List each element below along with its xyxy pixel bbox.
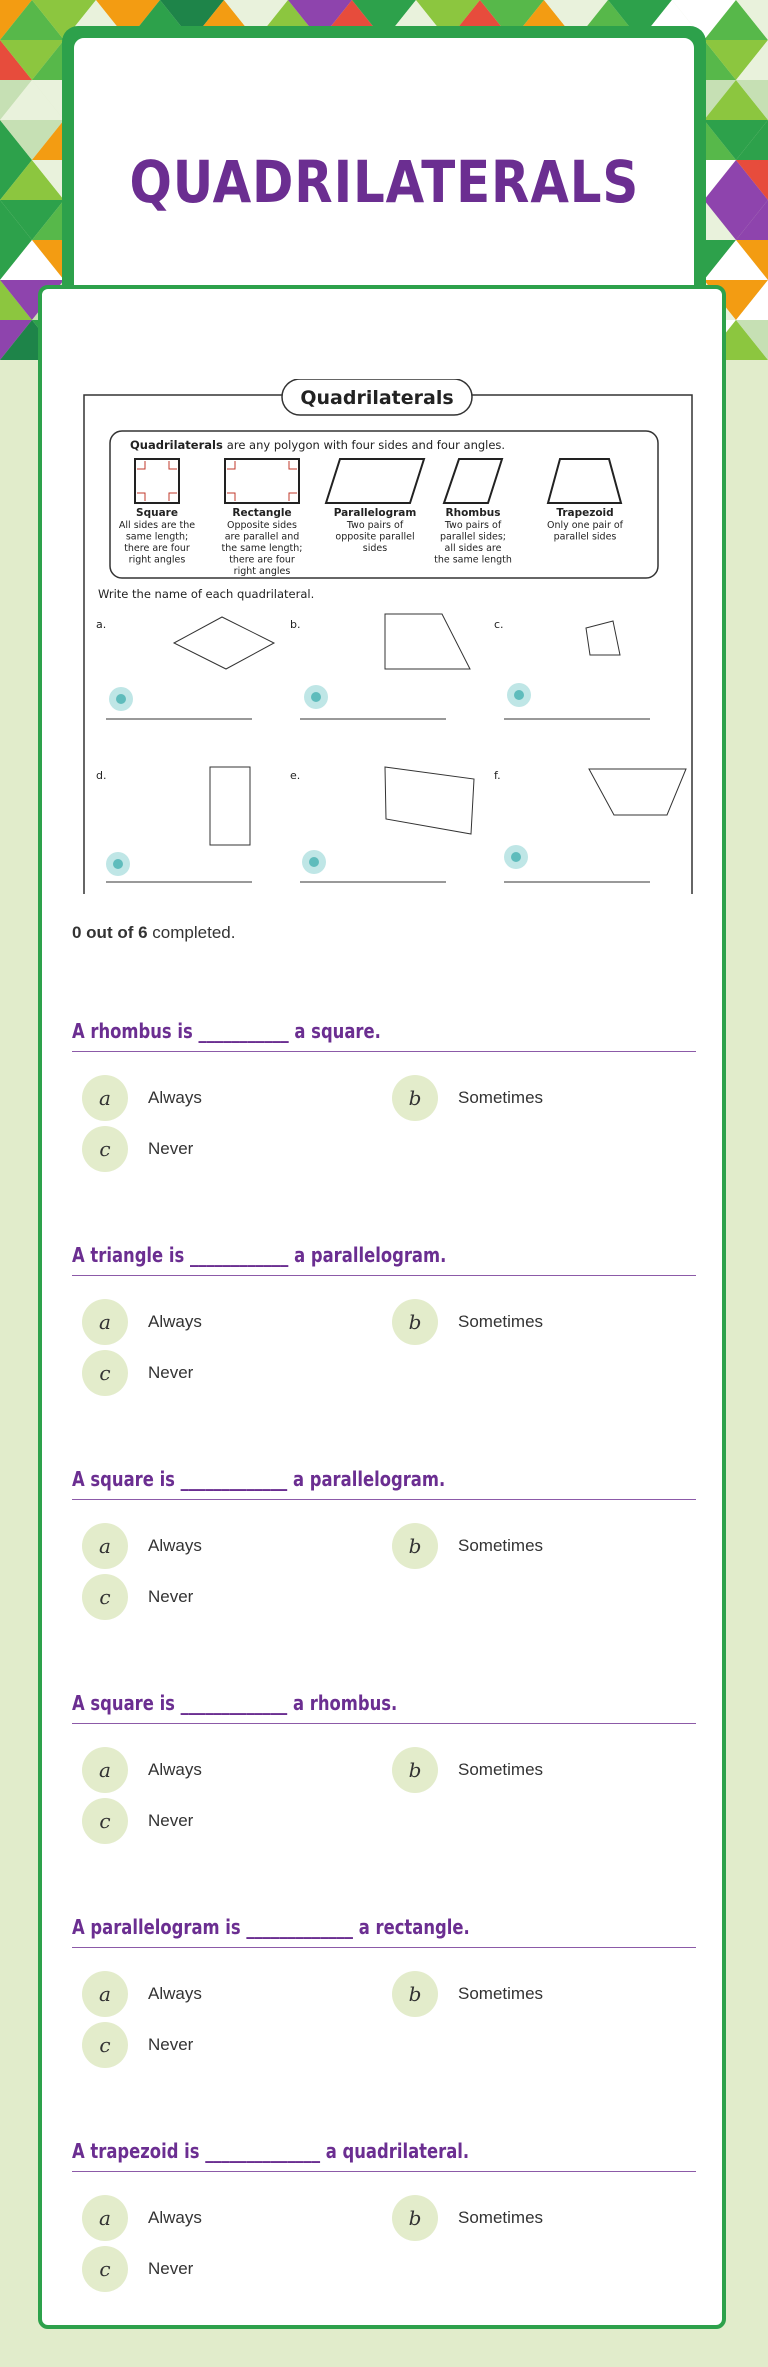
- item-c-shape: [586, 621, 620, 655]
- option-never[interactable]: [82, 1574, 193, 1620]
- question-6: [72, 2139, 696, 2281]
- option-label[interactable]: Always: [148, 1088, 202, 1107]
- shape-name-rhombus: Rhombus: [445, 507, 501, 519]
- definition-text: [130, 438, 505, 452]
- option-label[interactable]: Never: [148, 1811, 194, 1830]
- answer-marker-d[interactable]: [106, 852, 130, 876]
- shape-description-line: are parallel and: [224, 531, 300, 543]
- answer-marker-c[interactable]: [507, 683, 531, 707]
- shape-name-rectangle: Rectangle: [232, 507, 292, 519]
- shape-description-line: opposite parallel: [335, 531, 415, 543]
- option-letter-badge[interactable]: a: [82, 1075, 128, 1121]
- option-sometimes[interactable]: [392, 1523, 543, 1569]
- option-label[interactable]: Never: [148, 1587, 194, 1606]
- question-divider: [72, 1499, 696, 1500]
- definition-bold: Quadrilaterals: [130, 438, 223, 452]
- option-letter-badge[interactable]: b: [392, 1523, 438, 1569]
- worksheet-card: [38, 285, 726, 2329]
- option-label[interactable]: Never: [148, 2035, 194, 2054]
- option-label[interactable]: Never: [148, 1139, 194, 1158]
- question-4: [72, 1691, 696, 1833]
- option-letter-badge[interactable]: b: [392, 1971, 438, 2017]
- shape-description-line: right angles: [128, 554, 186, 566]
- option-never[interactable]: [82, 1126, 193, 1172]
- shape-description-line: all sides are: [444, 543, 502, 554]
- option-label[interactable]: Sometimes: [458, 1760, 544, 1779]
- item-b-shape: [385, 614, 470, 669]
- item-f-shape: [589, 769, 686, 815]
- progress-suffix: completed.: [152, 923, 236, 942]
- item-label-a: a.: [96, 618, 107, 631]
- answer-marker-f[interactable]: [504, 845, 528, 869]
- option-letter-badge[interactable]: b: [392, 1747, 438, 1793]
- item-label-f: f.: [494, 769, 501, 782]
- option-label[interactable]: Always: [148, 1312, 202, 1331]
- worksheet-figure: [82, 379, 696, 894]
- answer-marker-e[interactable]: [302, 850, 326, 874]
- shape-name-square: Square: [136, 507, 178, 519]
- option-letter-badge[interactable]: c: [82, 2022, 128, 2068]
- shape-name-parallelogram: Parallelogram: [333, 507, 417, 519]
- answer-marker-a[interactable]: [109, 687, 133, 711]
- page-title: QUADRILATERALS: [129, 148, 639, 216]
- option-letter-badge[interactable]: c: [82, 2246, 128, 2292]
- option-label[interactable]: Sometimes: [458, 2208, 544, 2227]
- item-label-e: e.: [290, 769, 301, 782]
- question-divider: [72, 1051, 696, 1052]
- shape-description-line: there are four: [229, 554, 295, 566]
- option-sometimes[interactable]: [392, 1747, 543, 1793]
- option-always[interactable]: [82, 1299, 202, 1345]
- option-label[interactable]: Sometimes: [458, 1088, 544, 1107]
- option-letter-badge[interactable]: c: [82, 1350, 128, 1396]
- item-a-shape: [174, 617, 274, 669]
- option-label[interactable]: Always: [148, 1760, 202, 1779]
- option-always[interactable]: [82, 1971, 202, 2017]
- option-letter-badge[interactable]: b: [392, 1075, 438, 1121]
- question-1: [72, 1019, 696, 1161]
- worksheet-heading: Quadrilaterals: [300, 387, 454, 409]
- option-label[interactable]: Sometimes: [458, 1312, 544, 1331]
- question-divider: [72, 2171, 696, 2172]
- title-card: [62, 26, 706, 328]
- shape-description-line: Only one pair of: [546, 520, 624, 531]
- option-label[interactable]: Always: [148, 2208, 202, 2227]
- question-2: [72, 1243, 696, 1385]
- option-letter-badge[interactable]: a: [82, 1299, 128, 1345]
- progress-count: 0 out of 6: [72, 923, 148, 942]
- shape-description-line: sides: [362, 543, 388, 554]
- question-3: [72, 1467, 696, 1609]
- option-sometimes[interactable]: [392, 1971, 543, 2017]
- definition-rest: are any polygon with four sides and four angles.: [226, 438, 506, 452]
- option-label[interactable]: Never: [148, 2259, 194, 2278]
- question-text: A triangle is ____________ a parallelogram.: [72, 1243, 447, 1267]
- answer-marker-b[interactable]: [304, 685, 328, 709]
- item-label-b: b.: [290, 618, 301, 631]
- option-letter-badge[interactable]: a: [82, 1523, 128, 1569]
- option-letter-badge[interactable]: c: [82, 1574, 128, 1620]
- shape-description-line: the same length: [434, 554, 512, 566]
- definition-box: [110, 431, 658, 578]
- option-sometimes[interactable]: [392, 1299, 543, 1345]
- item-label-c: c.: [494, 618, 504, 631]
- instruction-text: Write the name of each quadrilateral.: [98, 587, 315, 601]
- option-label[interactable]: Always: [148, 1984, 202, 2003]
- option-never[interactable]: [82, 1350, 193, 1396]
- shape-name-trapezoid: Trapezoid: [556, 507, 614, 519]
- question-divider: [72, 1947, 696, 1948]
- shape-description-line: parallel sides;: [440, 531, 506, 543]
- option-letter-badge[interactable]: c: [82, 1126, 128, 1172]
- option-letter-badge[interactable]: b: [392, 1299, 438, 1345]
- option-label[interactable]: Never: [148, 1363, 194, 1382]
- option-always[interactable]: [82, 1523, 202, 1569]
- item-label-d: d.: [96, 769, 107, 782]
- question-text: A parallelogram is _____________ a rectangle.: [72, 1915, 470, 1939]
- question-text: A trapezoid is ______________ a quadrilateral.: [72, 2139, 470, 2163]
- option-label[interactable]: Sometimes: [458, 1536, 544, 1555]
- shape-description-line: Two pairs of: [346, 520, 404, 531]
- shape-description-line: the same length;: [221, 543, 303, 554]
- option-always[interactable]: [82, 2195, 202, 2241]
- option-letter-badge[interactable]: a: [82, 1747, 128, 1793]
- option-never[interactable]: [82, 2022, 193, 2068]
- shape-description-line: parallel sides: [553, 531, 617, 543]
- shape-description-line: Two pairs of: [444, 520, 502, 531]
- option-letter-badge[interactable]: c: [82, 1798, 128, 1844]
- question-divider: [72, 1275, 696, 1276]
- question-text: A square is _____________ a rhombus.: [72, 1691, 398, 1715]
- option-label[interactable]: Always: [148, 1536, 202, 1555]
- worksheet-image: [82, 379, 696, 894]
- option-always[interactable]: [82, 1747, 202, 1793]
- shape-description-line: All sides are the: [118, 520, 196, 531]
- item-d-shape: [210, 767, 250, 845]
- question-text: A rhombus is ___________ a square.: [72, 1019, 381, 1043]
- shape-description-line: Opposite sides: [227, 520, 297, 531]
- question-text: A square is _____________ a parallelogram.: [72, 1467, 446, 1491]
- item-e-shape: [385, 767, 474, 834]
- shape-description-line: same length;: [125, 531, 189, 543]
- option-sometimes[interactable]: [392, 1075, 543, 1121]
- question-5: [72, 1915, 696, 2057]
- option-letter-badge[interactable]: a: [82, 2195, 128, 2241]
- shape-description-line: right angles: [233, 566, 291, 577]
- option-never[interactable]: [82, 2246, 193, 2292]
- progress-text: [72, 923, 235, 943]
- option-label[interactable]: Sometimes: [458, 1984, 544, 2003]
- option-sometimes[interactable]: [392, 2195, 543, 2241]
- question-divider: [72, 1723, 696, 1724]
- option-never[interactable]: [82, 1798, 193, 1844]
- option-letter-badge[interactable]: b: [392, 2195, 438, 2241]
- option-letter-badge[interactable]: a: [82, 1971, 128, 2017]
- shape-description-line: there are four: [124, 543, 190, 554]
- option-always[interactable]: [82, 1075, 202, 1121]
